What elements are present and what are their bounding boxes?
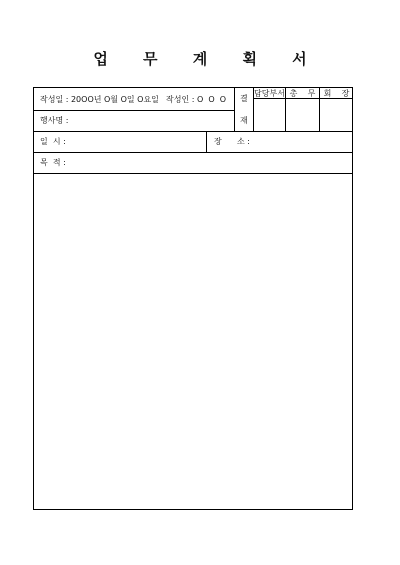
row-divider: [34, 152, 353, 153]
document-title: 업 무 계 획 서: [93, 50, 322, 68]
row-divider: [34, 131, 353, 132]
form-table: [33, 87, 353, 510]
approval-label-bottom: 재: [240, 116, 248, 125]
column-divider: [234, 88, 235, 131]
event-name-label: 행사명 :: [40, 116, 69, 125]
author-label: 작성인 : O O O: [166, 95, 227, 104]
approval-col-department: 담당부서: [254, 89, 285, 98]
date-label: 작성일 : 20OO년 O월 O일 O요일: [40, 95, 159, 104]
location-label: 장 소 :: [214, 137, 250, 146]
purpose-label: 목 적 :: [40, 158, 66, 167]
approval-col-chairman: 회 장: [323, 89, 350, 98]
approval-col-general-affairs: 총 무: [289, 89, 316, 98]
datetime-label: 일 시 :: [40, 137, 66, 146]
approval-label-top: 결: [240, 94, 248, 103]
row-divider: [34, 173, 353, 174]
row-divider: [34, 110, 234, 111]
column-divider: [206, 131, 207, 152]
